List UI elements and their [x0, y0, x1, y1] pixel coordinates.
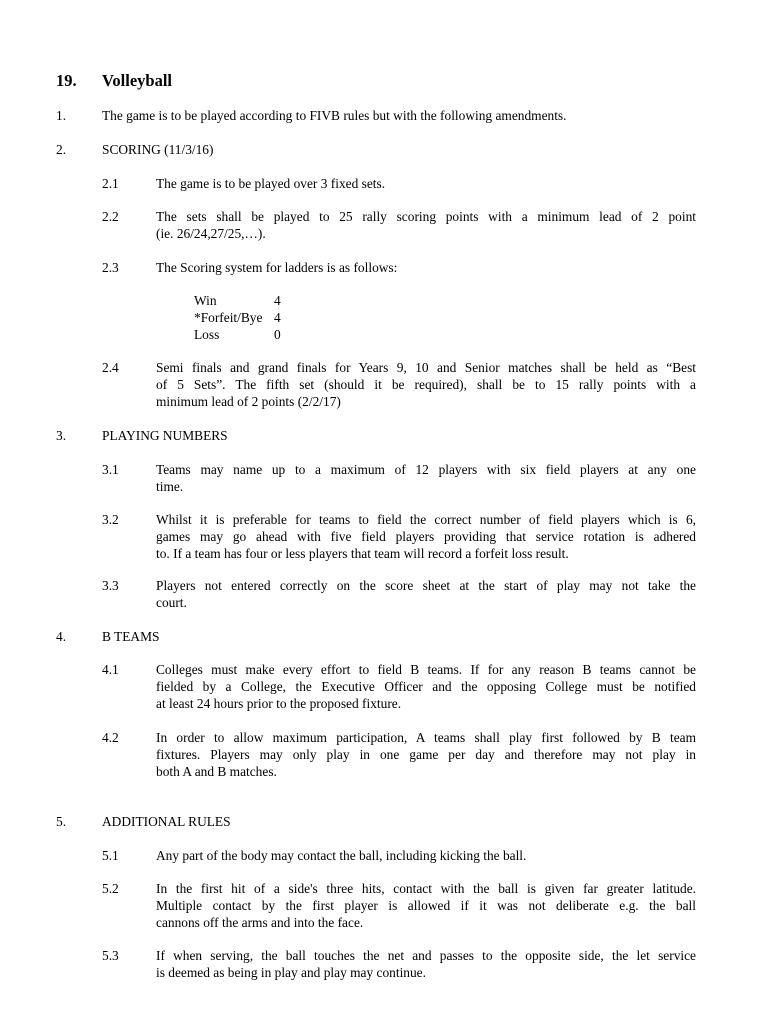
item-text	[156, 729, 696, 780]
item-text	[156, 577, 696, 611]
item-line: fielded by a College, the Executive Officer and the opposing College must be notified	[156, 679, 696, 694]
item-number: 2.3	[102, 260, 119, 275]
section-number: 5.	[56, 814, 67, 829]
item-line: Teams may name up to a maximum of 12 players with six field players at any one	[156, 462, 696, 477]
section-heading: ADDITIONAL RULES	[102, 814, 231, 829]
section-number: 2.	[56, 142, 67, 157]
item-number: 3.2	[102, 512, 119, 527]
item-text	[156, 880, 696, 931]
item-text	[156, 208, 696, 242]
item-line: games may go ahead with five field players providing that service rotation is adhered	[156, 529, 696, 544]
item-line: If when serving, the ball touches the net and passes to the opposite side, the let service	[156, 948, 696, 963]
table-row	[194, 326, 281, 343]
result-label: *Forfeit/Bye	[194, 310, 263, 325]
table-row	[194, 292, 281, 309]
item-number: 4.2	[102, 730, 119, 745]
item-number: 2.2	[102, 209, 119, 224]
section-number: 4.	[56, 629, 67, 644]
item-number: 5.3	[102, 948, 119, 963]
item-line: is deemed as being in play and play may continue.	[156, 965, 426, 980]
item-number: 2.1	[102, 176, 119, 191]
item-line: Colleges must make every effort to field B teams. If for any reason B teams cannot be	[156, 662, 696, 677]
item-line: Multiple contact by the first player is allowed if it was not deliberate e.g. the ball	[156, 898, 696, 913]
item-text	[156, 359, 696, 410]
section-text: The game is to be played according to FIVB rules but with the following amendments.	[102, 108, 567, 123]
item-line: In the first hit of a side's three hits, contact with the ball is given far greater latitude.	[156, 881, 696, 896]
scoring-table	[194, 292, 281, 343]
item-line: Whilst it is preferable for teams to field the correct number of field players which is 6,	[156, 512, 696, 527]
item-text	[156, 259, 696, 276]
item-line: of 5 Sets”. The fifth set (should it be required), shall be to 15 rally points with a	[156, 377, 696, 392]
item-text	[156, 661, 696, 712]
result-label: Win	[194, 293, 217, 308]
item-line: The sets shall be played to 25 rally scoring points with a minimum lead of 2 point	[156, 209, 696, 224]
item-number: 3.1	[102, 462, 119, 477]
section-heading: B TEAMS	[102, 629, 160, 644]
result-points: 4	[274, 293, 281, 308]
item-line: (ie. 26/24,27/25,…).	[156, 226, 266, 241]
item-line: time.	[156, 479, 184, 494]
item-line: Any part of the body may contact the ball, including kicking the ball.	[156, 848, 527, 863]
result-points: 0	[274, 327, 281, 342]
item-line: The game is to be played over 3 fixed sets.	[156, 176, 386, 191]
item-number: 3.3	[102, 578, 119, 593]
item-line: both A and B matches.	[156, 764, 277, 779]
section-number: 3.	[56, 428, 67, 443]
item-number: 2.4	[102, 360, 119, 375]
item-line: The Scoring system for ladders is as follows:	[156, 260, 398, 275]
table-row	[194, 309, 281, 326]
section-heading: PLAYING NUMBERS	[102, 428, 228, 443]
item-line: In order to allow maximum participation, A teams shall play first followed by B team	[156, 730, 696, 745]
item-line: minimum lead of 2 points (2/2/17)	[156, 394, 341, 409]
item-number: 4.1	[102, 662, 119, 677]
heading-number: 19.	[56, 71, 77, 90]
item-line: to. If a team has four or less players that team will record a forfeit loss result.	[156, 546, 569, 561]
item-line: at least 24 hours prior to the proposed fixture.	[156, 696, 402, 711]
item-number: 5.2	[102, 881, 119, 896]
item-line: Semi finals and grand finals for Years 9, 10 and Senior matches shall be held as “Best	[156, 360, 696, 375]
item-text	[156, 847, 696, 864]
result-points: 4	[274, 310, 281, 325]
section-heading: SCORING (11/3/16)	[102, 142, 214, 157]
section-number: 1.	[56, 108, 67, 123]
item-text	[156, 511, 696, 562]
page-title: Volleyball	[102, 71, 172, 90]
item-text	[156, 175, 696, 192]
item-line: fixtures. Players may only play in one game per day and therefore may not play in	[156, 747, 696, 762]
item-line: Players not entered correctly on the score sheet at the start of play may not take the	[156, 578, 696, 593]
item-text	[156, 947, 696, 981]
item-line: court.	[156, 595, 187, 610]
item-number: 5.1	[102, 848, 119, 863]
item-line: cannons off the arms and into the face.	[156, 915, 364, 930]
item-text	[156, 461, 696, 495]
result-label: Loss	[194, 327, 220, 342]
